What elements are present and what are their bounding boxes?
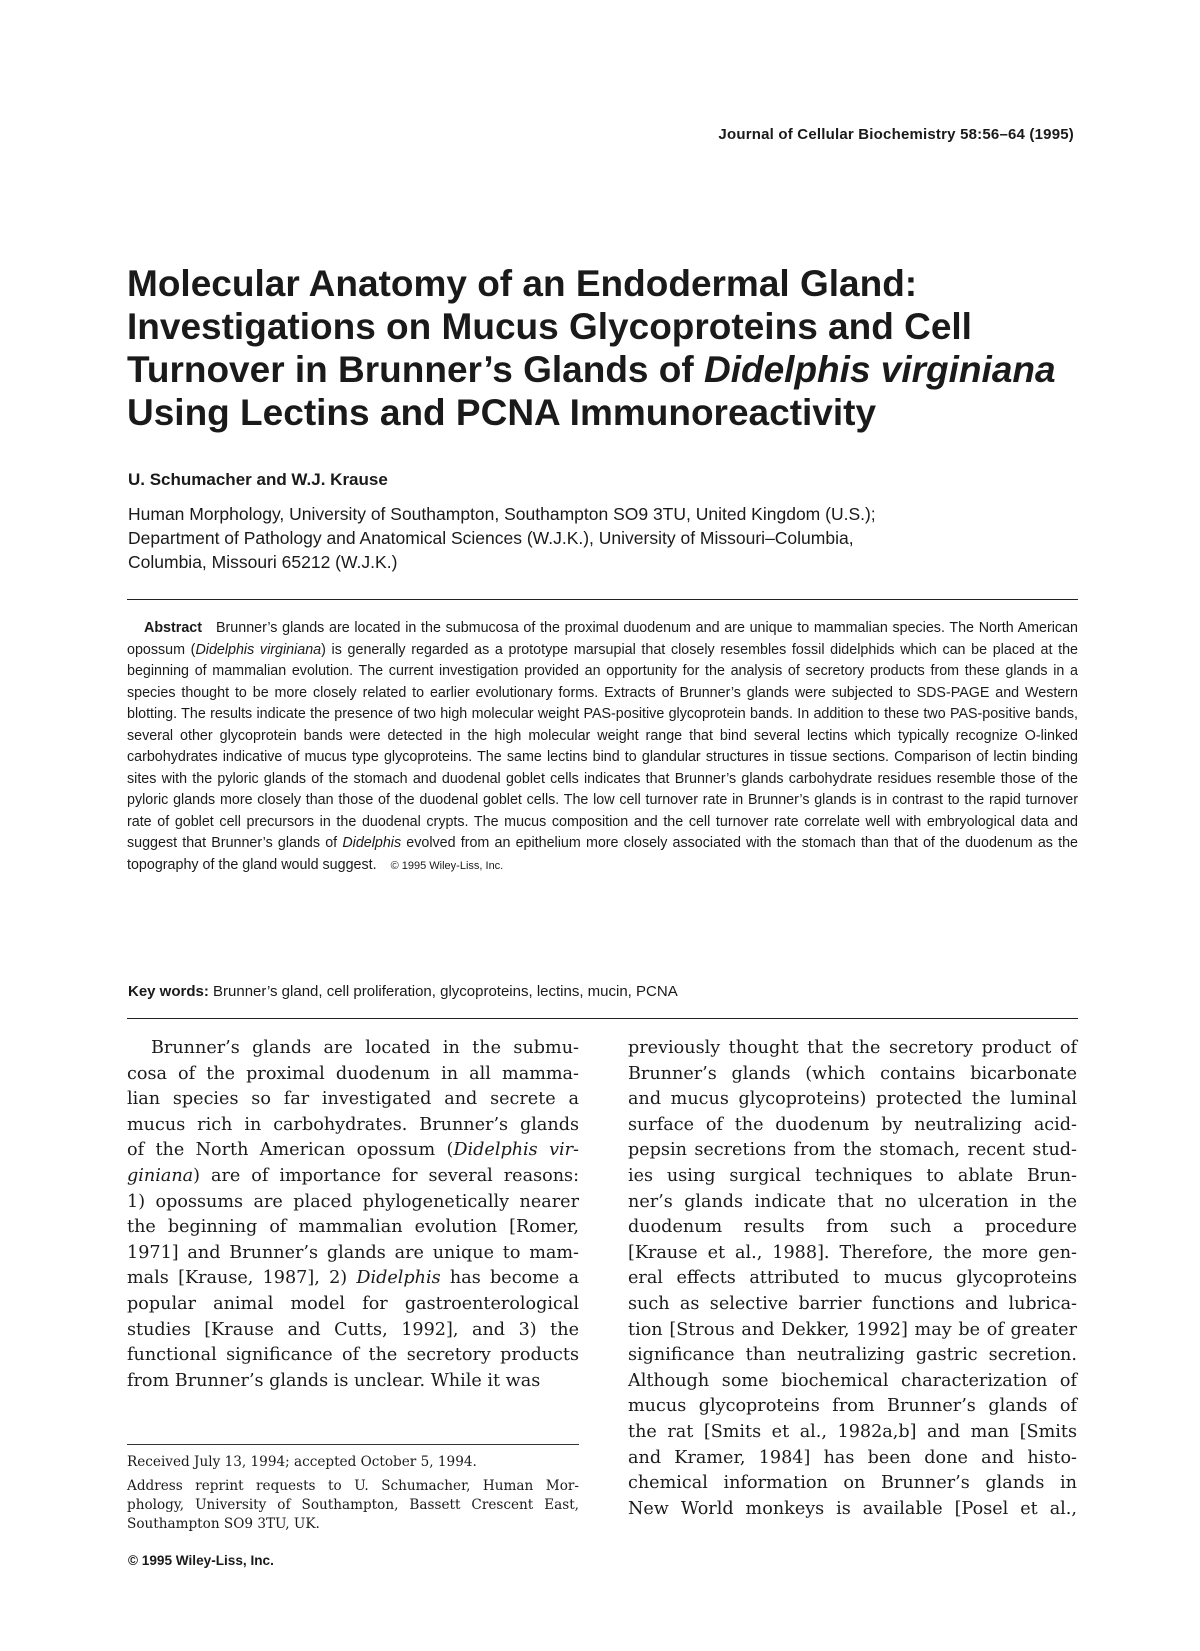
divider-top bbox=[127, 599, 1078, 600]
abstract-genus: Didelphis bbox=[342, 835, 402, 851]
footnote-line: Address reprint requests to U. Schumacher, Human Mor- bbox=[127, 1478, 579, 1494]
abstract-text: ) is generally regarded as a prototype marsupial that closely resembles fossil didelphids which can be placed at the beginning of mammalian evolution. The current investigation provided an opportunity for the analysis of secretory products from these glands in a species thought to be more closely related to earlier evolutionary forms. Extracts of Brunner’s glands were subjected to SDS-PAGE and Western blotting. The results indicate the presence of two high molecular weight PAS-positive glycoprotein bands. In addition to these two PAS-positive bands, several other glycoprotein bands were detected in the high molecular weight range that bind several lectins which typically recognize O-linked carbohydrates indicative of mucus type glycoproteins. The same lectins bind to glandular structures in tissue sections. Comparison of lectin binding sites with the pyloric glands of the stomach and duodenal goblet cells indicates that Brunner’s glands carbohydrate residues resemble those of the pyloric glands more closely than those of the duodenal goblet cells. The low cell turnover rate in Brunner’s glands is in contrast to the rapid turnover rate of goblet cell precursors in the duodenal crypts. The mucus composition and the cell turnover rate correlate well with embryological data and suggest that Brunner’s glands of bbox=[127, 641, 1078, 851]
body-text: has become a bbox=[440, 1268, 579, 1289]
body-line: and Kramer, 1984] has been done and histo- bbox=[628, 1447, 1077, 1468]
body-line: Brunner’s glands (which contains bicarbonate bbox=[628, 1063, 1077, 1084]
keywords bbox=[128, 983, 678, 1000]
body-line: the rat [Smits et al., 1982a,b] and man [Smits bbox=[628, 1421, 1077, 1442]
body-line: studies [Krause and Cutts, 1992], and 3) the bbox=[127, 1319, 579, 1340]
abstract-text: evolved from an epithelium more closely associated with the stomach than that of the duodenum as the topography of the gland would suggest. bbox=[127, 835, 1079, 873]
title-line: Using Lectins and PCNA Immunoreactivity bbox=[127, 392, 877, 433]
body-line: pepsin secretions from the stomach, recent stud- bbox=[628, 1140, 1077, 1161]
body-text: ) are of importance for several reasons: bbox=[193, 1165, 579, 1186]
journal-reference: Journal of Cellular Biochemistry 58:56–64 (1995) bbox=[718, 126, 1074, 143]
body-line: tion [Strous and Dekker, 1992] may be of greater bbox=[628, 1319, 1077, 1340]
authors: U. Schumacher and W.J. Krause bbox=[128, 470, 388, 489]
body-line bbox=[127, 1266, 579, 1292]
abstract-label: Abstract bbox=[144, 620, 202, 636]
title-line bbox=[127, 348, 1087, 391]
body-line: mucus rich in carbohydrates. Brunner’s glands bbox=[127, 1114, 579, 1135]
abstract-text: Brunner’s glands are located in the submucosa of the proximal duodenum and are unique to mammalian species. The North American opossum ( bbox=[127, 620, 1078, 658]
body-line: mucus glycoproteins from Brunner’s glands of bbox=[628, 1396, 1077, 1417]
body-line: 1971] and Brunner’s glands are unique to mam- bbox=[127, 1242, 579, 1263]
body-line: New World monkeys is available [Posel et al., bbox=[628, 1498, 1077, 1519]
keywords-label: Key words: bbox=[128, 983, 209, 1000]
body-line: from Brunner’s glands is unclear. While it was bbox=[127, 1370, 541, 1391]
body-line: duodenum results from such a procedure bbox=[628, 1217, 1077, 1238]
body-column-left bbox=[127, 1036, 579, 1394]
article-title bbox=[127, 262, 1087, 434]
body-line: lian species so far investigated and secrete a bbox=[127, 1089, 579, 1110]
body-line bbox=[127, 1138, 579, 1164]
body-species: Didelphis vir- bbox=[453, 1140, 579, 1161]
title-line: Molecular Anatomy of an Endodermal Gland: bbox=[127, 263, 918, 304]
affiliations bbox=[128, 502, 1048, 574]
title-species: Didelphis virginiana bbox=[704, 349, 1056, 390]
title-line: Investigations on Mucus Glycoproteins and Cell bbox=[127, 306, 972, 347]
title-line-text: Turnover in Brunner’s Glands of bbox=[127, 349, 704, 390]
abstract-species: Didelphis virginiana bbox=[195, 641, 322, 658]
body-species: giniana bbox=[127, 1165, 194, 1186]
footnote-line: Received July 13, 1994; accepted October 5, 1994. bbox=[127, 1454, 477, 1470]
footnote-address bbox=[127, 1477, 579, 1534]
body-line: previously thought that the secretory product of bbox=[628, 1038, 1077, 1058]
body-text: mals [Krause, 1987], 2) bbox=[127, 1268, 357, 1289]
affiliation-line: Department of Pathology and Anatomical Sciences (W.J.K.), University of Missouri–Columbia, bbox=[128, 528, 854, 548]
body-line: significance than neutralizing gastric secretion. bbox=[628, 1345, 1077, 1366]
body-line: [Krause et al., 1988]. Therefore, the more gen- bbox=[628, 1242, 1077, 1263]
footnote-line: Southampton SO9 3TU, UK. bbox=[127, 1516, 320, 1532]
body-column-right bbox=[628, 1036, 1077, 1522]
body-text: of the North American opossum ( bbox=[127, 1140, 454, 1161]
body-line: 1) opossums are placed phylogenetically nearer bbox=[127, 1191, 579, 1212]
keywords-value: Brunner’s gland, cell proliferation, glycoproteins, lectins, mucin, PCNA bbox=[213, 983, 678, 1000]
body-line: and mucus glycoproteins) protected the luminal bbox=[628, 1089, 1077, 1110]
body-line: chemical information on Brunner’s glands in bbox=[628, 1473, 1077, 1494]
affiliation-line: Columbia, Missouri 65212 (W.J.K.) bbox=[128, 552, 398, 572]
divider-bottom bbox=[127, 1018, 1078, 1019]
body-genus: Didelphis bbox=[356, 1268, 441, 1289]
body-line bbox=[127, 1164, 579, 1190]
body-line: ner’s glands indicate that no ulceration in the bbox=[628, 1191, 1077, 1212]
body-line: popular animal model for gastroenterological bbox=[127, 1293, 579, 1314]
body-line: eral effects attributed to mucus glycoproteins bbox=[628, 1268, 1077, 1289]
abstract-copyright: © 1995 Wiley-Liss, Inc. bbox=[390, 859, 504, 872]
body-line: such as selective barrier functions and lubrica- bbox=[628, 1293, 1077, 1314]
footnote-line: phology, University of Southampton, Bassett Crescent East, bbox=[127, 1497, 579, 1513]
copyright-notice: © 1995 Wiley-Liss, Inc. bbox=[128, 1553, 274, 1568]
footnote-received bbox=[127, 1453, 579, 1472]
body-line: Brunner’s glands are located in the submu- bbox=[151, 1038, 579, 1058]
affiliation-line: Human Morphology, University of Southampton, Southampton SO9 3TU, United Kingdom (U.S.); bbox=[128, 504, 876, 524]
body-line: cosa of the proximal duodenum in all mamma- bbox=[127, 1063, 579, 1084]
footnote-divider bbox=[127, 1444, 579, 1445]
body-line: the beginning of mammalian evolution [Romer, bbox=[127, 1217, 579, 1238]
body-line: surface of the duodenum by neutralizing acid- bbox=[628, 1114, 1077, 1135]
body-line: functional significance of the secretory products bbox=[127, 1345, 579, 1366]
body-line: Although some biochemical characterization of bbox=[628, 1370, 1077, 1391]
body-line: ies using surgical techniques to ablate Brun- bbox=[628, 1165, 1077, 1186]
abstract bbox=[127, 618, 1078, 877]
